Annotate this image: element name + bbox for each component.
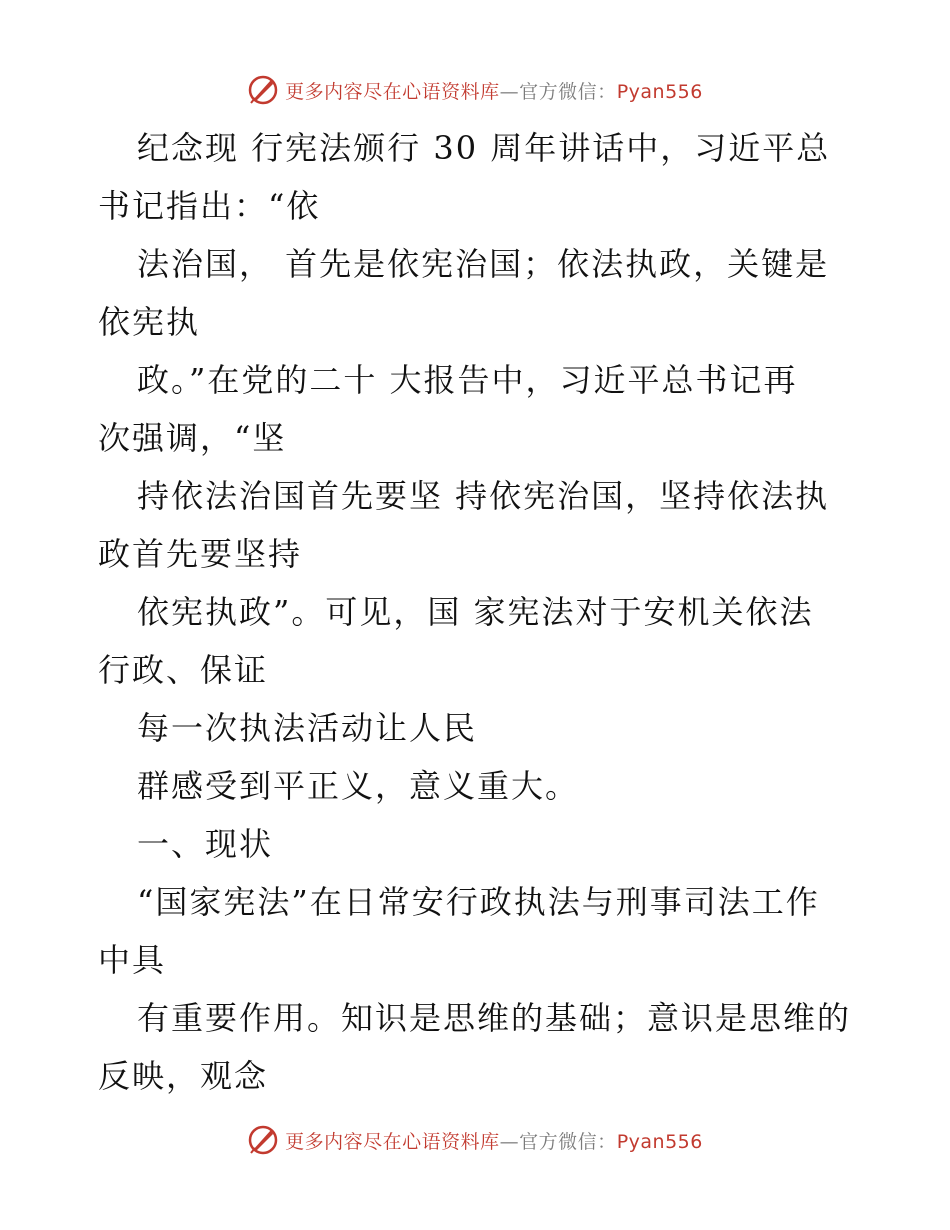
site-name: 更多内容尽在心语资料库 <box>285 1130 500 1153</box>
body-line: 持依法治国首先要坚 持依宪治国，坚持依法执 <box>137 477 830 515</box>
wechat-id: Pyan556 <box>616 1130 703 1153</box>
body-line: 政首先要坚持 <box>98 535 303 573</box>
body-line: 法治国， 首先是依宪治国；依法执政，关键是 <box>137 245 830 283</box>
body-line: “国家宪法”在日常安行政执法与刑事司法工作 <box>137 883 820 921</box>
body-line: 次强调，“坚 <box>98 419 287 457</box>
body-line: 依宪执政”。可见，国 家宪法对于安机关依法 <box>137 593 814 631</box>
site-name: 更多内容尽在心语资料库 <box>285 80 500 103</box>
body-line: 有重要作用。知识是思维的基础；意识是思维的 <box>137 999 852 1037</box>
body-line: 书记指出：“依 <box>98 187 321 225</box>
header-banner <box>0 70 950 110</box>
feather-pen-circle-icon <box>247 74 279 106</box>
body-line: 中具 <box>98 941 167 979</box>
wechat-id: Pyan556 <box>616 80 703 103</box>
body-line: 每一次执法活动让人民 <box>137 709 478 747</box>
banner-text <box>285 77 703 104</box>
body-line: 纪念现 行宪法颁行 30 周年讲话中，习近平总 <box>137 129 831 167</box>
banner-separator: — <box>499 80 520 103</box>
body-line: 群感受到平正义，意义重大。 <box>137 767 580 805</box>
feather-pen-circle-icon <box>247 1124 279 1156</box>
body-line: 行政、保证 <box>98 651 269 689</box>
body-line: 反映，观念 <box>98 1057 269 1095</box>
body-line: 依宪执 <box>98 303 201 341</box>
banner-separator: — <box>499 1130 520 1153</box>
footer-banner <box>0 1120 950 1160</box>
wechat-label: 官方微信： <box>519 80 617 103</box>
section-heading: 一、现状 <box>137 825 274 863</box>
banner-text <box>285 1127 703 1154</box>
body-line: 政。”在党的二十 大报告中，习近平总书记再 <box>137 361 798 399</box>
wechat-label: 官方微信： <box>519 1130 617 1153</box>
